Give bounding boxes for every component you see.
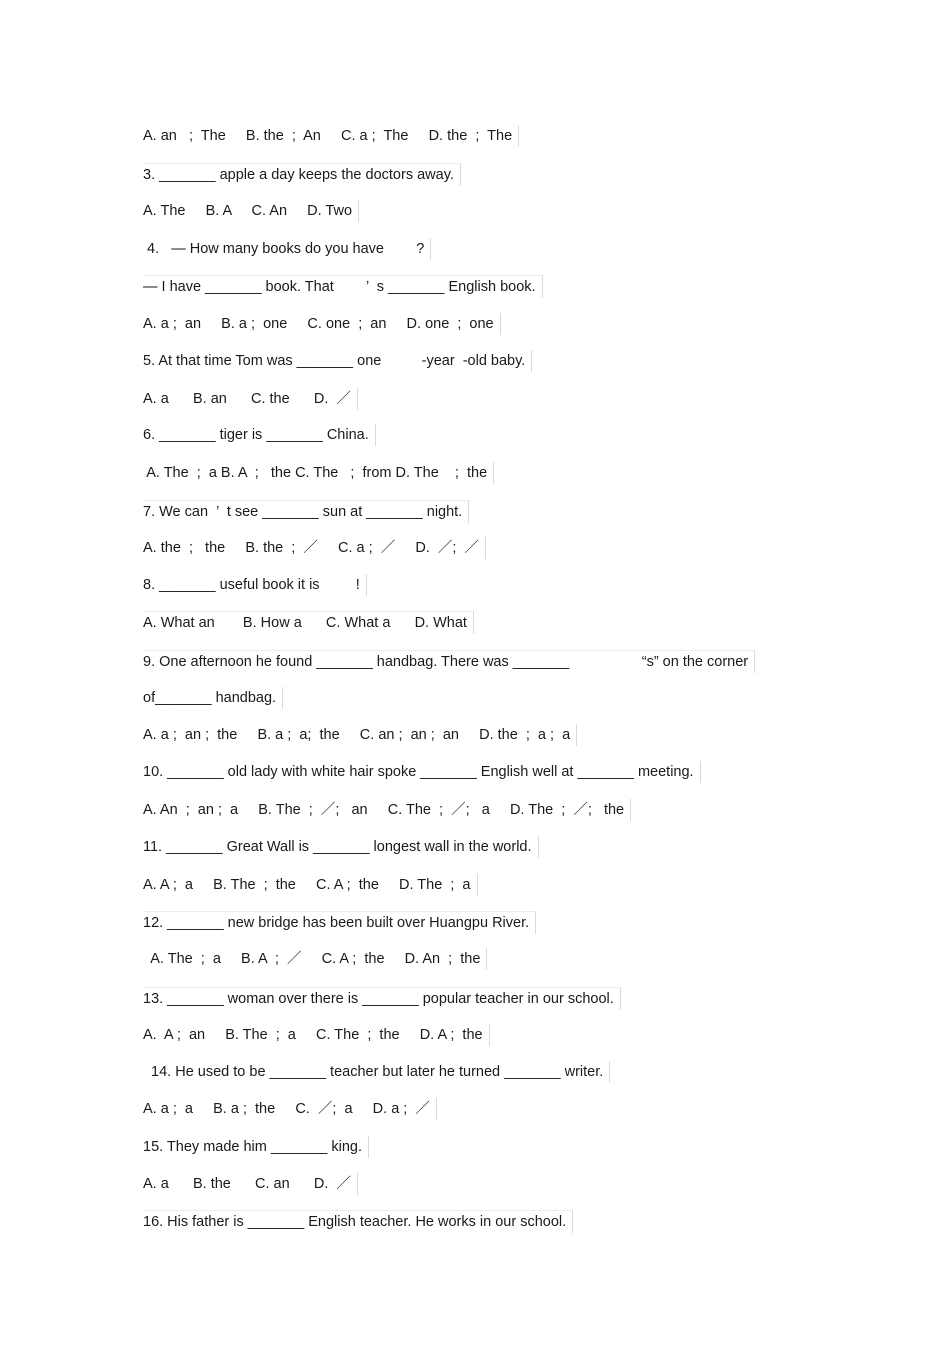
question-10: 10. _______ old lady with white hair spoke _______ English well at _______ meeting. [143, 761, 701, 783]
question-15: 15. They made him _______ king. [143, 1136, 369, 1158]
options-q11: A. A ; a B. The ; the C. A ; the D. The ; a [143, 874, 478, 896]
question-16: 16. His father is _______ English teacher. He works in our school. [143, 1210, 573, 1233]
question-4-line-2: — I have _______ book. That ’ s _______ English book. [143, 275, 543, 298]
question-6: 6. _______ tiger is _______ China. [143, 424, 376, 446]
options-q2: A. an ; The B. the ; An C. a ; The D. the ; The [143, 125, 519, 147]
options-q10: A. An ; an ; a B. The ; ／; an C. The ; ／; a D. The ; ／; the [143, 799, 631, 821]
options-q8: A. What an B. How a C. What a D. What [143, 611, 474, 634]
question-5: 5. At that time Tom was _______ one -year -old baby. [143, 350, 532, 372]
options-q12: A. The ; a B. A ; ／ C. A ; the D. An ; the [143, 948, 487, 970]
options-q9: A. a ; an ; the B. a ; a; the C. an ; an ; an D. the ; a ; a [143, 724, 577, 746]
question-13: 13. _______ woman over there is _______ popular teacher in our school. [143, 987, 621, 1010]
options-q3: A. The B. A C. An D. Two [143, 200, 359, 222]
question-3: 3. _______ apple a day keeps the doctors away. [143, 163, 461, 186]
options-q5: A. a B. an C. the D. ／ [143, 388, 358, 410]
question-11: 11. _______ Great Wall is _______ longest wall in the world. [143, 836, 539, 858]
options-q15: A. a B. the C. an D. ／ [143, 1173, 358, 1195]
question-9-line-1: 9. One afternoon he found _______ handbag. There was _______ “s” on the corner [143, 650, 755, 673]
question-8: 8. _______ useful book it is ! [143, 574, 367, 596]
question-12: 12. _______ new bridge has been built over Huangpu River. [143, 911, 536, 934]
question-4-line-1: 4. — How many books do you have ? [143, 238, 431, 260]
options-q14: A. a ; a B. a ; the C. ／; a D. a ; ／ [143, 1098, 437, 1120]
options-q6: A. The ; a B. A ; the C. The ; from D. The ; the [143, 462, 494, 484]
question-9-line-2: of_______ handbag. [143, 687, 283, 709]
options-q13: A. A ; an B. The ; a C. The ; the D. A ; the [143, 1024, 490, 1046]
options-q4: A. a ; an B. a ; one C. one ; an D. one ; one [143, 313, 501, 335]
question-14: 14. He used to be _______ teacher but later he turned _______ writer. [143, 1061, 610, 1083]
options-q7: A. the ; the B. the ; ／ C. a ; ／ D. ／; ／ [143, 537, 486, 559]
question-7: 7. We can ’ t see _______ sun at _______ night. [143, 500, 469, 523]
